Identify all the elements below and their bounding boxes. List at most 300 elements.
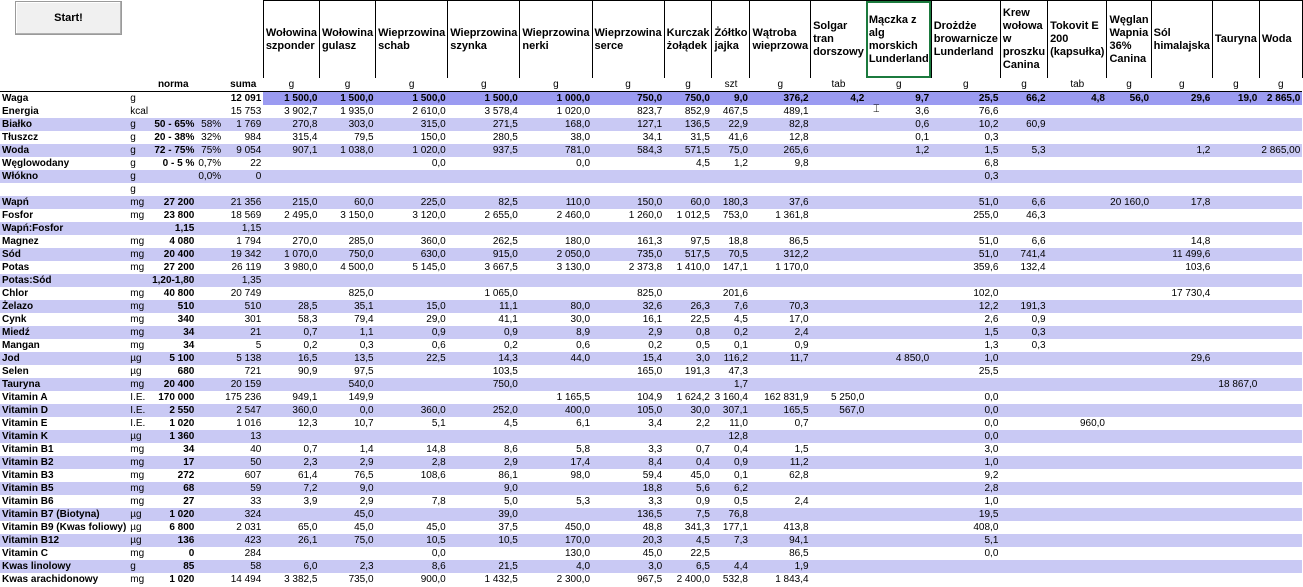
value-cell[interactable] [1259, 469, 1302, 482]
value-cell[interactable]: 1,2 [866, 144, 931, 157]
value-cell[interactable] [866, 456, 931, 469]
value-cell[interactable] [1151, 365, 1212, 378]
percent-cell[interactable] [196, 482, 223, 495]
value-cell[interactable]: 0,0 [319, 404, 375, 417]
value-cell[interactable] [376, 183, 448, 196]
value-cell[interactable] [1048, 560, 1107, 573]
product-column-header[interactable]: Wieprzowina serce [592, 1, 664, 79]
value-cell[interactable] [1212, 183, 1259, 196]
norma-cell[interactable]: 4 080 [169, 235, 195, 247]
value-cell[interactable] [1000, 287, 1047, 300]
value-cell[interactable]: 61,4 [297, 469, 318, 481]
value-cell[interactable] [811, 118, 867, 131]
value-cell[interactable]: 18 867,0 [1212, 378, 1259, 391]
value-cell[interactable] [866, 313, 931, 326]
value-cell[interactable]: 408,0 [973, 521, 999, 533]
norma-header[interactable]: norma [150, 78, 196, 92]
suma-cell[interactable]: 284 [244, 547, 262, 559]
percent-cell[interactable] [196, 287, 223, 300]
percent-cell[interactable] [196, 92, 223, 106]
value-cell[interactable] [1000, 547, 1047, 560]
suma-cell[interactable]: 21 356 [223, 196, 263, 209]
value-cell[interactable] [319, 157, 375, 170]
value-cell[interactable]: 2 655,0 [484, 209, 518, 221]
header-blank-cell[interactable] [150, 1, 196, 79]
value-cell[interactable]: 97,5 [354, 365, 374, 377]
value-cell[interactable]: 3 382,5 [284, 573, 318, 585]
value-cell[interactable]: 127,1 [592, 118, 664, 131]
value-cell[interactable] [811, 573, 867, 586]
value-cell[interactable]: 162 831,9 [764, 391, 809, 403]
value-cell[interactable]: 0,3 [984, 131, 999, 143]
value-cell[interactable]: 1 012,5 [676, 209, 710, 221]
value-cell[interactable] [1259, 209, 1302, 222]
value-cell[interactable] [1212, 365, 1259, 378]
product-column-header[interactable]: Solgar tran dorszowy [811, 1, 867, 79]
value-cell[interactable] [1000, 508, 1047, 521]
value-cell[interactable] [866, 547, 931, 560]
value-cell[interactable]: 13,5 [319, 352, 375, 365]
value-cell[interactable]: 7,6 [712, 300, 750, 313]
suma-cell[interactable]: 22 [250, 157, 262, 169]
value-cell[interactable]: 2 460,0 [556, 209, 591, 221]
percent-cell[interactable] [196, 274, 223, 287]
value-cell[interactable]: 540,0 [319, 378, 375, 391]
value-cell[interactable] [1048, 222, 1107, 235]
nutrient-unit-cell[interactable]: g [128, 170, 150, 183]
value-cell[interactable]: 2,6 [984, 313, 999, 325]
suma-cell[interactable]: 2 031 [236, 521, 262, 533]
value-cell[interactable]: 170,0 [520, 534, 592, 547]
percent-cell[interactable] [196, 235, 223, 248]
value-cell[interactable]: 735,0 [592, 248, 664, 261]
percent-cell[interactable] [196, 430, 223, 443]
value-cell[interactable] [866, 326, 931, 339]
value-cell[interactable] [1048, 144, 1107, 157]
column-unit-cell[interactable]: tab [811, 78, 867, 92]
value-cell[interactable] [1107, 482, 1151, 495]
value-cell[interactable] [931, 378, 1000, 391]
suma-cell[interactable]: 510 [223, 300, 263, 313]
value-cell[interactable] [811, 326, 867, 339]
value-cell[interactable] [1000, 495, 1047, 508]
value-cell[interactable]: 76,5 [354, 469, 374, 481]
value-cell[interactable]: 4,5 [734, 313, 748, 325]
value-cell[interactable] [1000, 378, 1047, 391]
value-cell[interactable] [1107, 274, 1151, 287]
value-cell[interactable] [866, 495, 931, 508]
norma-cell[interactable]: 34 [150, 326, 196, 339]
product-column-header[interactable]: Woda [1259, 1, 1302, 79]
value-cell[interactable]: 6,2 [712, 482, 750, 495]
value-cell[interactable]: 26,3 [664, 300, 712, 313]
percent-cell[interactable] [196, 378, 223, 391]
value-cell[interactable]: 1,1 [319, 326, 375, 339]
value-cell[interactable] [1212, 547, 1259, 560]
nutrient-unit-cell[interactable]: g [130, 131, 136, 143]
value-cell[interactable]: 38,0 [570, 131, 591, 143]
value-cell[interactable]: 60,0 [664, 196, 712, 209]
suma-cell[interactable]: 984 [244, 131, 262, 143]
value-cell[interactable]: 315,4 [292, 131, 318, 143]
value-cell[interactable]: 11,7 [750, 352, 811, 365]
value-cell[interactable] [1048, 183, 1107, 196]
value-cell[interactable]: 12,8 [712, 430, 750, 443]
column-unit-cell[interactable]: g [448, 78, 520, 92]
value-cell[interactable]: 3 902,7 [284, 105, 318, 117]
value-cell[interactable]: 1,0 [984, 495, 999, 507]
percent-cell[interactable] [196, 300, 223, 313]
value-cell[interactable]: 1 935,0 [340, 105, 374, 117]
product-column-header[interactable]: Sól himalajska [1151, 1, 1212, 79]
value-cell[interactable]: 8,9 [520, 326, 592, 339]
value-cell[interactable] [1107, 430, 1151, 443]
nutrient-name-cell[interactable]: Vitamin B3 [2, 469, 54, 481]
nutrient-name-cell[interactable]: Potas [2, 261, 30, 273]
nutrient-unit-cell[interactable]: mg [130, 573, 145, 585]
value-cell[interactable]: 750,0 [448, 378, 520, 391]
nutrient-unit-cell[interactable]: mg [128, 482, 150, 495]
value-cell[interactable]: 0,0 [431, 547, 446, 559]
suma-cell[interactable]: 18 569 [230, 209, 262, 221]
value-cell[interactable] [1107, 417, 1151, 430]
value-cell[interactable] [811, 222, 867, 235]
value-cell[interactable] [1259, 534, 1302, 547]
value-cell[interactable]: 12,3 [297, 417, 318, 429]
value-cell[interactable]: 10,7 [354, 417, 374, 429]
value-cell[interactable]: 2,8 [376, 456, 448, 469]
nutrient-name-cell[interactable]: Potas:Sód [0, 274, 128, 287]
product-column-header[interactable]: Węglan Wapnia 36% Canina [1107, 1, 1151, 79]
value-cell[interactable] [1259, 274, 1302, 287]
value-cell[interactable] [376, 365, 448, 378]
nutrient-name-cell[interactable]: Tauryna [0, 378, 128, 391]
value-cell[interactable]: 103,5 [492, 365, 518, 377]
value-cell[interactable] [811, 378, 867, 391]
value-cell[interactable] [811, 313, 867, 326]
value-cell[interactable]: 14,8 [1190, 235, 1211, 247]
value-cell[interactable]: 360,0 [376, 404, 448, 417]
value-cell[interactable]: 1,7 [712, 378, 750, 391]
value-cell[interactable]: 19,5 [931, 508, 1000, 521]
value-cell[interactable] [1107, 521, 1151, 534]
value-cell[interactable]: 76,8 [712, 508, 750, 521]
cell[interactable] [0, 78, 128, 92]
value-cell[interactable]: 0,2 [712, 326, 750, 339]
value-cell[interactable]: 6,5 [664, 560, 712, 573]
value-cell[interactable]: 0,3 [1031, 339, 1046, 351]
value-cell[interactable] [1000, 365, 1047, 378]
value-cell[interactable]: 949,1 [292, 391, 318, 403]
value-cell[interactable] [1151, 482, 1212, 495]
value-cell[interactable]: 22,9 [712, 118, 750, 131]
value-cell[interactable]: 25,5 [931, 92, 1000, 106]
value-cell[interactable] [664, 287, 712, 300]
suma-cell[interactable]: 13 [223, 430, 263, 443]
value-cell[interactable] [1048, 313, 1107, 326]
value-cell[interactable] [750, 274, 811, 287]
value-cell[interactable]: 75,0 [319, 534, 375, 547]
value-cell[interactable] [1048, 209, 1107, 222]
value-cell[interactable] [750, 222, 811, 235]
value-cell[interactable]: 90,9 [297, 365, 318, 377]
value-cell[interactable] [1212, 157, 1259, 170]
value-cell[interactable] [1212, 222, 1259, 235]
value-cell[interactable]: 3,4 [648, 417, 663, 429]
value-cell[interactable] [520, 482, 592, 495]
value-cell[interactable]: 2,9 [448, 456, 520, 469]
value-cell[interactable]: 102,0 [973, 287, 999, 299]
value-cell[interactable]: 16,5 [263, 352, 319, 365]
value-cell[interactable]: 1,2 [734, 157, 748, 169]
value-cell[interactable] [1212, 170, 1259, 183]
norma-cell[interactable]: 1 020 [169, 417, 195, 429]
suma-cell[interactable]: 40 [250, 443, 262, 455]
value-cell[interactable] [866, 560, 931, 573]
percent-cell[interactable] [196, 404, 223, 417]
nutrient-unit-cell[interactable]: µg [130, 365, 142, 377]
norma-cell[interactable]: 272 [177, 469, 195, 481]
value-cell[interactable] [1212, 521, 1259, 534]
suma-cell[interactable]: 33 [250, 495, 262, 507]
value-cell[interactable] [1048, 248, 1107, 261]
norma-cell[interactable]: 85 [150, 560, 196, 573]
norma-cell[interactable]: 136 [150, 534, 196, 547]
value-cell[interactable] [811, 339, 867, 352]
value-cell[interactable] [1107, 534, 1151, 547]
nutrient-name-cell[interactable]: Włókno [0, 170, 128, 183]
nutrient-name-cell[interactable]: Vitamin A [2, 391, 48, 403]
value-cell[interactable] [448, 170, 520, 183]
value-cell[interactable] [1151, 469, 1212, 482]
nutrient-unit-cell[interactable]: mg [128, 378, 150, 391]
value-cell[interactable]: 9,2 [984, 469, 999, 481]
value-cell[interactable]: 7,3 [712, 534, 750, 547]
value-cell[interactable] [1048, 365, 1107, 378]
nutrient-unit-cell[interactable]: mg [130, 261, 145, 273]
value-cell[interactable]: 0,0 [931, 430, 1000, 443]
value-cell[interactable]: 35,1 [319, 300, 375, 313]
value-cell[interactable]: 262,5 [492, 235, 518, 247]
value-cell[interactable]: 900,0 [420, 573, 446, 585]
value-cell[interactable] [1212, 482, 1259, 495]
product-column-header[interactable]: Żółtko jajka [712, 1, 750, 79]
value-cell[interactable] [1212, 261, 1259, 274]
value-cell[interactable]: 108,6 [420, 469, 446, 481]
value-cell[interactable] [1107, 261, 1151, 274]
value-cell[interactable] [1259, 508, 1302, 521]
value-cell[interactable]: 177,1 [722, 521, 748, 533]
value-cell[interactable] [1212, 287, 1259, 300]
value-cell[interactable] [520, 430, 592, 443]
column-unit-cell[interactable]: g [1259, 78, 1302, 92]
value-cell[interactable] [1107, 326, 1151, 339]
value-cell[interactable] [1107, 391, 1151, 404]
product-column-header[interactable]: Wieprzowina nerki [520, 1, 592, 79]
value-cell[interactable] [263, 547, 319, 560]
suma-cell[interactable]: 59 [223, 482, 263, 495]
value-cell[interactable] [811, 352, 867, 365]
value-cell[interactable]: 4 500,0 [340, 261, 374, 273]
value-cell[interactable]: 271,5 [448, 118, 520, 131]
cell[interactable] [196, 78, 223, 92]
value-cell[interactable]: 571,5 [664, 144, 712, 157]
cell[interactable] [128, 78, 150, 92]
value-cell[interactable] [1151, 105, 1212, 118]
value-cell[interactable]: 180,3 [712, 196, 750, 209]
nutrient-unit-cell[interactable]: kcal [130, 105, 149, 117]
nutrient-name-cell[interactable]: Chlor [2, 287, 29, 299]
value-cell[interactable] [1107, 235, 1151, 248]
norma-cell[interactable]: 0 - 5 % [162, 157, 195, 169]
norma-cell[interactable]: 17 [150, 456, 196, 469]
value-cell[interactable] [1212, 443, 1259, 456]
value-cell[interactable] [931, 573, 1000, 586]
value-cell[interactable]: 41,6 [728, 131, 748, 143]
value-cell[interactable]: 1 065,0 [484, 287, 518, 299]
value-cell[interactable] [1048, 157, 1107, 170]
value-cell[interactable]: 5,3 [1000, 144, 1047, 157]
value-cell[interactable] [376, 508, 448, 521]
value-cell[interactable]: 4,5 [664, 534, 712, 547]
product-column-header[interactable]: Wieprzowina schab [376, 1, 448, 79]
value-cell[interactable] [1000, 534, 1047, 547]
value-cell[interactable]: 360,0 [263, 404, 319, 417]
value-cell[interactable] [1151, 417, 1212, 430]
value-cell[interactable] [811, 274, 867, 287]
value-cell[interactable] [1259, 196, 1302, 209]
value-cell[interactable]: 26,1 [263, 534, 319, 547]
value-cell[interactable] [1048, 495, 1107, 508]
value-cell[interactable] [1000, 274, 1047, 287]
value-cell[interactable] [1000, 157, 1047, 170]
value-cell[interactable] [1000, 573, 1047, 586]
value-cell[interactable] [1151, 131, 1212, 144]
value-cell[interactable]: 46,3 [1026, 209, 1046, 221]
value-cell[interactable] [1048, 274, 1107, 287]
value-cell[interactable] [1259, 157, 1302, 170]
value-cell[interactable]: 20,3 [592, 534, 664, 547]
value-cell[interactable]: 376,2 [750, 92, 811, 106]
value-cell[interactable] [1212, 508, 1259, 521]
value-cell[interactable]: 1 432,5 [484, 573, 518, 585]
value-cell[interactable] [448, 157, 520, 170]
suma-cell[interactable]: 0 [223, 170, 263, 183]
value-cell[interactable]: 285,0 [348, 235, 374, 247]
value-cell[interactable] [1151, 521, 1212, 534]
suma-cell[interactable]: 1,35 [223, 274, 263, 287]
value-cell[interactable]: 852,9 [684, 105, 710, 117]
value-cell[interactable] [1048, 287, 1107, 300]
value-cell[interactable]: 341,3 [684, 521, 710, 533]
value-cell[interactable]: 467,5 [722, 105, 748, 117]
value-cell[interactable]: 0,5 [734, 495, 748, 507]
value-cell[interactable] [1107, 339, 1151, 352]
value-cell[interactable] [1212, 274, 1259, 287]
value-cell[interactable] [592, 183, 664, 196]
value-cell[interactable]: 0,1 [915, 131, 930, 143]
nutrient-name-cell[interactable]: Vitamin B9 (Kwas foliowy) [2, 521, 127, 533]
value-cell[interactable] [1048, 352, 1107, 365]
value-cell[interactable] [1000, 469, 1047, 482]
value-cell[interactable]: 0,7 [794, 417, 809, 429]
product-column-header[interactable]: Drożdże browarnicze Lunderland [931, 1, 1000, 79]
value-cell[interactable] [811, 560, 867, 573]
value-cell[interactable] [1259, 482, 1302, 495]
value-cell[interactable]: 1 020,0 [376, 144, 448, 157]
value-cell[interactable]: 22,5 [690, 547, 710, 559]
value-cell[interactable]: 32,6 [592, 300, 664, 313]
percent-cell[interactable] [196, 534, 223, 547]
nutrient-unit-cell[interactable]: g [130, 157, 136, 169]
value-cell[interactable]: 17,8 [1151, 196, 1212, 209]
value-cell[interactable] [1151, 209, 1212, 222]
value-cell[interactable] [1151, 534, 1212, 547]
value-cell[interactable]: 15,4 [592, 352, 664, 365]
value-cell[interactable]: 0,3 [931, 170, 1000, 183]
value-cell[interactable]: 10,5 [448, 534, 520, 547]
value-cell[interactable] [448, 183, 520, 196]
nutrient-unit-cell[interactable]: g [128, 118, 150, 131]
nutrient-name-cell[interactable]: Kwas linolowy [0, 560, 128, 573]
header-blank-cell[interactable] [196, 1, 223, 79]
value-cell[interactable] [811, 235, 867, 248]
start-button[interactable]: Start! [15, 1, 122, 35]
value-cell[interactable]: 0,9 [712, 456, 750, 469]
value-cell[interactable] [811, 131, 867, 144]
percent-cell[interactable]: 0,0% [198, 170, 222, 182]
nutrient-name-cell[interactable]: Vitamin B7 (Biotyna) [0, 508, 128, 521]
value-cell[interactable] [520, 183, 592, 196]
value-cell[interactable]: 1 500,0 [319, 92, 375, 106]
value-cell[interactable] [1151, 378, 1212, 391]
norma-cell[interactable]: 340 [177, 313, 195, 325]
value-cell[interactable]: 2 865,0 [1259, 92, 1302, 106]
norma-cell[interactable] [150, 183, 196, 196]
value-cell[interactable] [866, 222, 931, 235]
nutrient-name-cell[interactable]: Fosfor [2, 209, 34, 221]
value-cell[interactable]: 76,6 [978, 105, 999, 117]
value-cell[interactable] [1048, 469, 1107, 482]
value-cell[interactable]: 5,8 [576, 443, 591, 455]
nutrient-unit-cell[interactable]: mg [128, 196, 150, 209]
percent-cell[interactable] [196, 183, 223, 196]
value-cell[interactable] [1259, 417, 1302, 430]
value-cell[interactable]: 41,1 [498, 313, 518, 325]
value-cell[interactable] [750, 170, 811, 183]
value-cell[interactable] [1259, 547, 1302, 560]
nutrient-name-cell[interactable]: Vitamin B2 [0, 456, 128, 469]
product-column-header[interactable]: Mączka z alg morskich Lunderland [866, 1, 931, 79]
value-cell[interactable] [1259, 573, 1302, 586]
value-cell[interactable]: 0,0 [984, 417, 999, 429]
suma-cell[interactable]: 175 236 [225, 391, 262, 403]
value-cell[interactable]: 2 400,0 [676, 573, 710, 585]
value-cell[interactable] [1259, 352, 1302, 365]
value-cell[interactable]: 18,8 [728, 235, 748, 247]
value-cell[interactable] [1212, 404, 1259, 417]
column-unit-cell[interactable]: szt [712, 78, 750, 92]
value-cell[interactable] [1212, 105, 1259, 118]
value-cell[interactable] [1107, 443, 1151, 456]
value-cell[interactable]: 97,5 [690, 235, 710, 247]
product-column-header[interactable]: Wieprzowina szynka [448, 1, 520, 79]
value-cell[interactable] [1151, 170, 1212, 183]
value-cell[interactable] [1048, 521, 1107, 534]
value-cell[interactable]: 255,0 [973, 209, 999, 221]
value-cell[interactable] [1048, 430, 1107, 443]
value-cell[interactable] [1048, 118, 1107, 131]
